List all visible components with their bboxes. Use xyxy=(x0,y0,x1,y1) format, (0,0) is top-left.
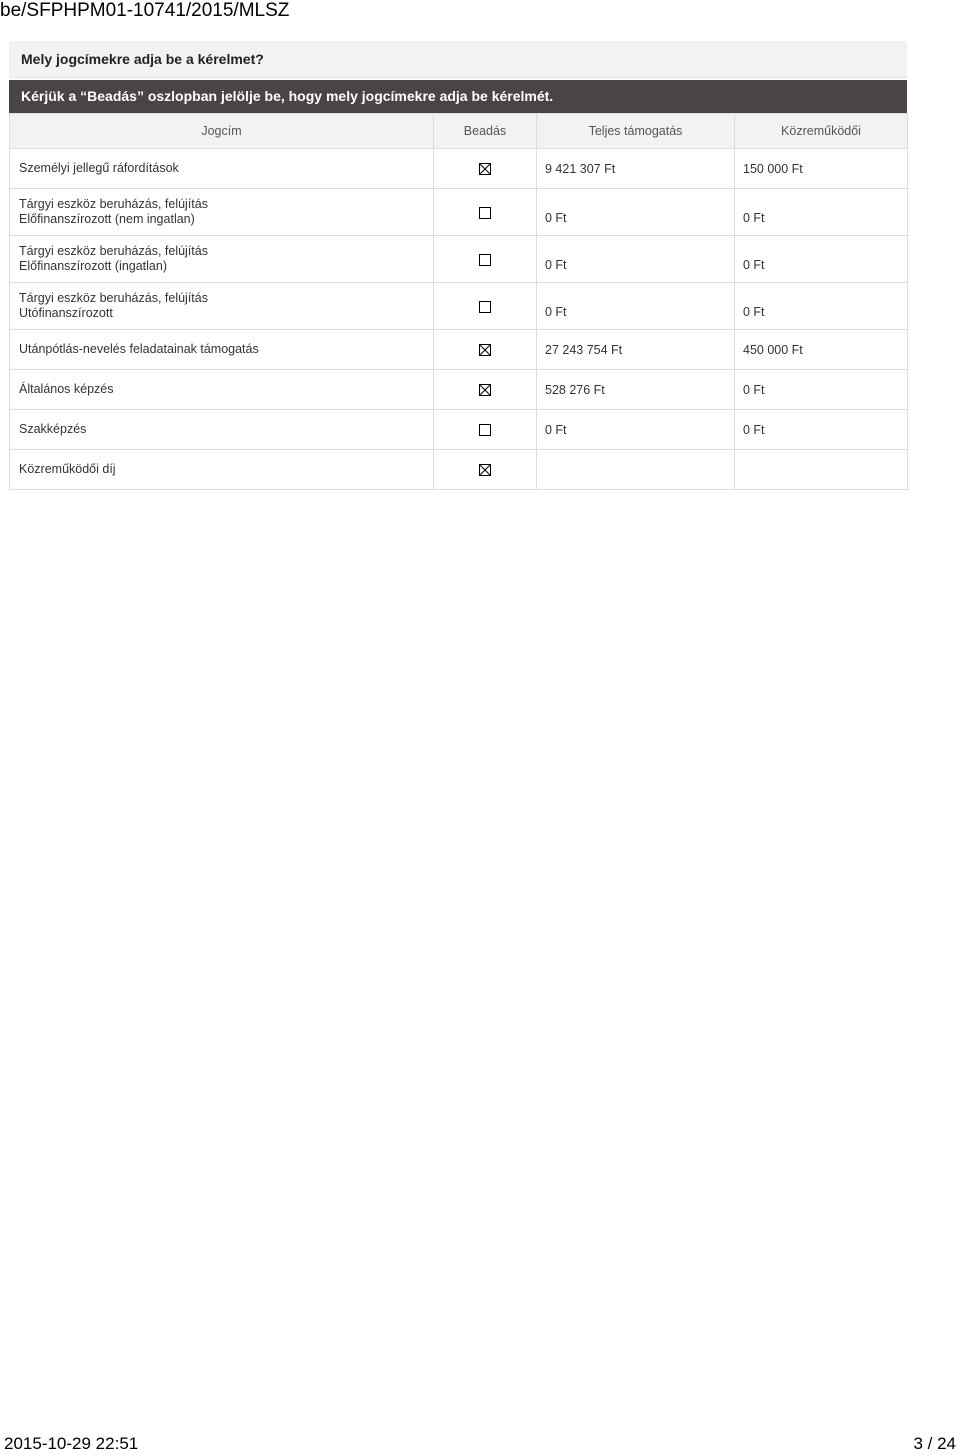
row-title-line: Utófinanszírozott xyxy=(19,306,113,320)
claims-table xyxy=(9,113,908,490)
table-row xyxy=(10,410,908,450)
row-title-line: Tárgyi eszköz beruházás, felújítás xyxy=(19,197,208,211)
kozremukodoi-cell: 0 Ft xyxy=(735,283,908,330)
row-title xyxy=(10,189,434,236)
kozremukodoi-cell: 0 Ft xyxy=(735,370,908,410)
beadas-cell xyxy=(434,330,537,370)
beadas-cell xyxy=(434,236,537,283)
row-title xyxy=(10,410,434,450)
kozremukodoi-cell: 0 Ft xyxy=(735,410,908,450)
teljes-tamogatas-cell: 0 Ft xyxy=(537,283,735,330)
row-title-line: Tárgyi eszköz beruházás, felújítás xyxy=(19,244,208,258)
table-row xyxy=(10,189,908,236)
document-id: be/SFPHPM01-10741/2015/MLSZ xyxy=(0,0,290,21)
teljes-tamogatas-cell: 528 276 Ft xyxy=(537,370,735,410)
row-title xyxy=(10,236,434,283)
row-title xyxy=(10,370,434,410)
teljes-tamogatas-cell: 0 Ft xyxy=(537,189,735,236)
section-title: Mely jogcímekre adja be a kérelmet? xyxy=(9,41,907,78)
kozremukodoi-cell: 0 Ft xyxy=(735,189,908,236)
header-teljes-tamogatas: Teljes támogatás xyxy=(537,114,735,149)
row-title xyxy=(10,330,434,370)
row-title xyxy=(10,283,434,330)
row-title-line: Szakképzés xyxy=(19,422,87,436)
row-title-line: Személyi jellegű ráfordítások xyxy=(19,161,179,175)
row-title-line: Tárgyi eszköz beruházás, felújítás xyxy=(19,291,208,305)
row-title-line: Általános képzés xyxy=(19,382,114,396)
claim-section xyxy=(9,41,907,490)
table-row xyxy=(10,370,908,410)
kozremukodoi-cell: 0 Ft xyxy=(735,236,908,283)
footer-timestamp: 2015-10-29 22:51 xyxy=(4,1434,139,1453)
unchecked-checkbox[interactable] xyxy=(479,301,491,313)
beadas-cell xyxy=(434,189,537,236)
teljes-tamogatas-cell xyxy=(537,450,735,490)
kozremukodoi-cell: 150 000 Ft xyxy=(735,149,908,189)
table-header-row xyxy=(10,114,908,149)
checked-checkbox[interactable] xyxy=(479,464,491,476)
unchecked-checkbox[interactable] xyxy=(479,424,491,436)
row-title xyxy=(10,149,434,189)
teljes-tamogatas-cell: 0 Ft xyxy=(537,236,735,283)
row-title-line: Előfinanszírozott (nem ingatlan) xyxy=(19,212,195,226)
unchecked-checkbox[interactable] xyxy=(479,207,491,219)
row-title-line: Utánpótlás-nevelés feladatainak támogatás xyxy=(19,342,259,356)
header-beadas: Beadás xyxy=(434,114,537,149)
beadas-cell xyxy=(434,370,537,410)
header-jogcim: Jogcím xyxy=(10,114,434,149)
table-row xyxy=(10,149,908,189)
beadas-cell xyxy=(434,450,537,490)
checked-checkbox[interactable] xyxy=(479,163,491,175)
checked-checkbox[interactable] xyxy=(479,344,491,356)
table-row xyxy=(10,236,908,283)
kozremukodoi-cell: 450 000 Ft xyxy=(735,330,908,370)
unchecked-checkbox[interactable] xyxy=(479,254,491,266)
kozremukodoi-cell xyxy=(735,450,908,490)
checked-checkbox[interactable] xyxy=(479,384,491,396)
teljes-tamogatas-cell: 0 Ft xyxy=(537,410,735,450)
footer-page-number: 3 / 24 xyxy=(913,1434,956,1453)
beadas-cell xyxy=(434,283,537,330)
table-row xyxy=(10,283,908,330)
row-title-line: Előfinanszírozott (ingatlan) xyxy=(19,259,167,273)
teljes-tamogatas-cell: 9 421 307 Ft xyxy=(537,149,735,189)
table-row xyxy=(10,450,908,490)
table-row xyxy=(10,330,908,370)
teljes-tamogatas-cell: 27 243 754 Ft xyxy=(537,330,735,370)
section-instruction: Kérjük a “Beadás” oszlopban jelölje be, hogy mely jogcímekre adja be kérelmét. xyxy=(9,80,907,113)
row-title xyxy=(10,450,434,490)
beadas-cell xyxy=(434,149,537,189)
header-kozremukodoi: Közreműködői xyxy=(735,114,908,149)
row-title-line: Közreműködői díj xyxy=(19,462,116,476)
beadas-cell xyxy=(434,410,537,450)
